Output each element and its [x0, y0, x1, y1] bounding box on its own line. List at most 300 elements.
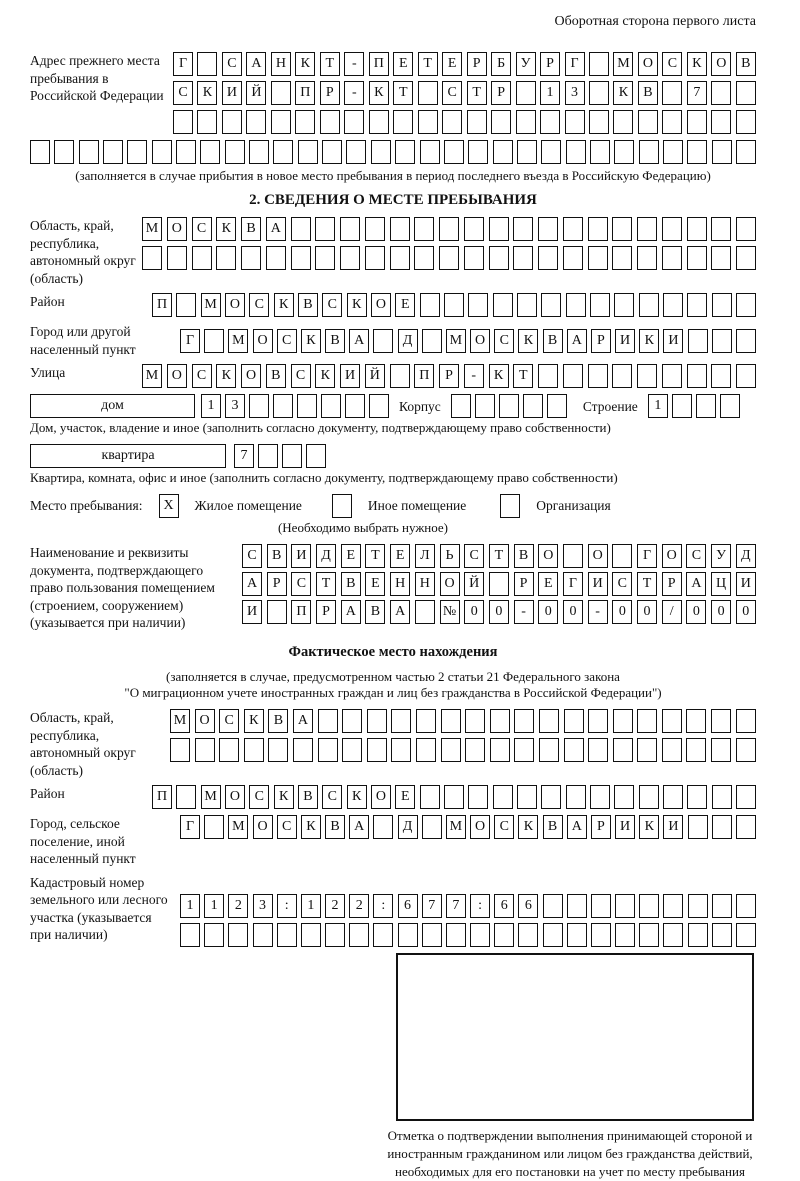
- char-cell[interactable]: [541, 293, 561, 317]
- char-cell[interactable]: [493, 140, 513, 164]
- char-cell[interactable]: [225, 140, 245, 164]
- char-cell[interactable]: И: [242, 600, 262, 624]
- char-cell[interactable]: П: [414, 364, 434, 388]
- char-cell[interactable]: [539, 738, 559, 762]
- char-cell[interactable]: В: [736, 52, 756, 76]
- char-cell[interactable]: Р: [491, 81, 511, 105]
- char-cell[interactable]: П: [291, 600, 311, 624]
- char-cell[interactable]: О: [253, 815, 273, 839]
- char-cell[interactable]: [517, 140, 537, 164]
- char-cell[interactable]: [686, 738, 706, 762]
- char-cell[interactable]: [736, 110, 756, 134]
- char-cell[interactable]: [390, 364, 410, 388]
- char-cell[interactable]: [566, 293, 586, 317]
- char-cell[interactable]: Р: [467, 52, 487, 76]
- char-cell[interactable]: [332, 494, 352, 518]
- char-cell[interactable]: С: [242, 544, 262, 568]
- char-cell[interactable]: -: [588, 600, 608, 624]
- char-cell[interactable]: Т: [320, 52, 340, 76]
- char-cell[interactable]: [588, 364, 608, 388]
- char-cell[interactable]: [295, 110, 315, 134]
- char-cell[interactable]: [612, 217, 632, 241]
- char-cell[interactable]: [468, 293, 488, 317]
- char-cell[interactable]: В: [325, 815, 345, 839]
- char-cell[interactable]: 1: [180, 894, 200, 918]
- char-cell[interactable]: [687, 246, 707, 270]
- char-cell[interactable]: Т: [467, 81, 487, 105]
- char-cell[interactable]: 0: [489, 600, 509, 624]
- char-cell[interactable]: [538, 217, 558, 241]
- char-cell[interactable]: [687, 364, 707, 388]
- char-cell[interactable]: [490, 738, 510, 762]
- char-cell[interactable]: [687, 110, 707, 134]
- char-cell[interactable]: [451, 394, 471, 418]
- char-cell[interactable]: -: [464, 364, 484, 388]
- char-cell[interactable]: [513, 246, 533, 270]
- char-cell[interactable]: П: [152, 785, 172, 809]
- char-cell[interactable]: А: [341, 600, 361, 624]
- char-cell[interactable]: [736, 329, 756, 353]
- char-cell[interactable]: [688, 815, 708, 839]
- char-cell[interactable]: [441, 738, 461, 762]
- char-cell[interactable]: [415, 600, 435, 624]
- char-cell[interactable]: [615, 894, 635, 918]
- char-cell[interactable]: К: [369, 81, 389, 105]
- char-cell[interactable]: :: [373, 894, 393, 918]
- char-cell[interactable]: №: [440, 600, 460, 624]
- char-cell[interactable]: [373, 329, 393, 353]
- char-cell[interactable]: С: [192, 217, 212, 241]
- char-cell[interactable]: 0: [711, 600, 731, 624]
- char-cell[interactable]: [711, 81, 731, 105]
- char-cell[interactable]: Й: [246, 81, 266, 105]
- char-cell[interactable]: Е: [395, 785, 415, 809]
- char-cell[interactable]: [258, 444, 278, 468]
- char-cell[interactable]: [489, 217, 509, 241]
- char-cell[interactable]: К: [295, 52, 315, 76]
- char-cell[interactable]: [439, 246, 459, 270]
- char-cell[interactable]: Н: [390, 572, 410, 596]
- char-cell[interactable]: [589, 110, 609, 134]
- char-cell[interactable]: К: [687, 52, 707, 76]
- char-cell[interactable]: [441, 709, 461, 733]
- char-cell[interactable]: Т: [365, 544, 385, 568]
- char-cell[interactable]: [567, 894, 587, 918]
- char-cell[interactable]: 7: [446, 894, 466, 918]
- char-cell[interactable]: А: [349, 329, 369, 353]
- char-cell[interactable]: К: [518, 329, 538, 353]
- char-cell[interactable]: [687, 785, 707, 809]
- char-cell[interactable]: [638, 110, 658, 134]
- char-cell[interactable]: [367, 738, 387, 762]
- char-cell[interactable]: А: [293, 709, 313, 733]
- char-cell[interactable]: Г: [173, 52, 193, 76]
- char-cell[interactable]: [540, 110, 560, 134]
- char-cell[interactable]: [588, 246, 608, 270]
- char-cell[interactable]: С: [494, 815, 514, 839]
- char-cell[interactable]: 1: [204, 894, 224, 918]
- char-cell[interactable]: [266, 246, 286, 270]
- char-cell[interactable]: [222, 110, 242, 134]
- char-cell[interactable]: [539, 709, 559, 733]
- char-cell[interactable]: [180, 923, 200, 947]
- char-cell[interactable]: [420, 140, 440, 164]
- char-cell[interactable]: [420, 293, 440, 317]
- char-cell[interactable]: О: [225, 293, 245, 317]
- char-cell[interactable]: [736, 81, 756, 105]
- char-cell[interactable]: [422, 815, 442, 839]
- char-cell[interactable]: [711, 709, 731, 733]
- char-cell[interactable]: С: [322, 785, 342, 809]
- char-cell[interactable]: [322, 140, 342, 164]
- char-cell[interactable]: [614, 140, 634, 164]
- char-cell[interactable]: Р: [591, 815, 611, 839]
- char-cell[interactable]: Р: [514, 572, 534, 596]
- char-cell[interactable]: К: [315, 364, 335, 388]
- char-cell[interactable]: :: [470, 894, 490, 918]
- char-cell[interactable]: [663, 785, 683, 809]
- char-cell[interactable]: И: [663, 329, 683, 353]
- char-cell[interactable]: [365, 217, 385, 241]
- char-cell[interactable]: С: [442, 81, 462, 105]
- char-cell[interactable]: [590, 140, 610, 164]
- char-cell[interactable]: В: [298, 293, 318, 317]
- char-cell[interactable]: [418, 81, 438, 105]
- char-cell[interactable]: [637, 246, 657, 270]
- char-cell[interactable]: 7: [422, 894, 442, 918]
- char-cell[interactable]: С: [192, 364, 212, 388]
- char-cell[interactable]: [711, 217, 731, 241]
- char-cell[interactable]: М: [228, 329, 248, 353]
- char-cell[interactable]: [241, 246, 261, 270]
- char-cell[interactable]: [563, 364, 583, 388]
- char-cell[interactable]: [591, 894, 611, 918]
- char-cell[interactable]: И: [663, 815, 683, 839]
- char-cell[interactable]: [267, 600, 287, 624]
- char-cell[interactable]: Е: [442, 52, 462, 76]
- char-cell[interactable]: С: [291, 364, 311, 388]
- char-cell[interactable]: А: [246, 52, 266, 76]
- char-cell[interactable]: [493, 785, 513, 809]
- char-cell[interactable]: [637, 709, 657, 733]
- char-cell[interactable]: 7: [687, 81, 707, 105]
- char-cell[interactable]: [342, 709, 362, 733]
- char-cell[interactable]: [422, 923, 442, 947]
- char-cell[interactable]: 0: [563, 600, 583, 624]
- char-cell[interactable]: [712, 894, 732, 918]
- char-cell[interactable]: 1: [301, 894, 321, 918]
- char-cell[interactable]: [639, 293, 659, 317]
- char-cell[interactable]: [391, 738, 411, 762]
- char-cell[interactable]: [538, 364, 558, 388]
- char-cell[interactable]: В: [638, 81, 658, 105]
- char-cell[interactable]: 3: [253, 894, 273, 918]
- char-cell[interactable]: [712, 923, 732, 947]
- char-cell[interactable]: -: [514, 600, 534, 624]
- char-cell[interactable]: [563, 544, 583, 568]
- char-cell[interactable]: А: [567, 815, 587, 839]
- char-cell[interactable]: [566, 140, 586, 164]
- char-cell[interactable]: [414, 246, 434, 270]
- char-cell[interactable]: О: [371, 785, 391, 809]
- char-cell[interactable]: [489, 246, 509, 270]
- char-cell[interactable]: [271, 110, 291, 134]
- char-cell[interactable]: [318, 709, 338, 733]
- char-cell[interactable]: [282, 444, 302, 468]
- char-cell[interactable]: В: [514, 544, 534, 568]
- char-cell[interactable]: М: [613, 52, 633, 76]
- char-cell[interactable]: Р: [320, 81, 340, 105]
- char-cell[interactable]: Р: [316, 600, 336, 624]
- char-cell[interactable]: [416, 709, 436, 733]
- char-cell[interactable]: [418, 110, 438, 134]
- char-cell[interactable]: С: [277, 329, 297, 353]
- char-cell[interactable]: С: [173, 81, 193, 105]
- char-cell[interactable]: Ь: [440, 544, 460, 568]
- char-cell[interactable]: [277, 923, 297, 947]
- char-cell[interactable]: -: [344, 52, 364, 76]
- char-cell[interactable]: 2: [349, 894, 369, 918]
- char-cell[interactable]: С: [249, 785, 269, 809]
- char-cell[interactable]: [613, 738, 633, 762]
- char-cell[interactable]: [444, 140, 464, 164]
- char-cell[interactable]: В: [298, 785, 318, 809]
- char-cell[interactable]: [612, 246, 632, 270]
- char-cell[interactable]: /: [662, 600, 682, 624]
- char-cell[interactable]: С: [277, 815, 297, 839]
- char-cell[interactable]: [468, 140, 488, 164]
- char-cell[interactable]: 6: [494, 894, 514, 918]
- char-cell[interactable]: Р: [540, 52, 560, 76]
- char-cell[interactable]: К: [639, 815, 659, 839]
- char-cell[interactable]: [538, 246, 558, 270]
- char-cell[interactable]: С: [464, 544, 484, 568]
- char-cell[interactable]: [541, 140, 561, 164]
- char-cell[interactable]: [464, 246, 484, 270]
- char-cell[interactable]: Д: [736, 544, 756, 568]
- char-cell[interactable]: Г: [180, 815, 200, 839]
- char-cell[interactable]: [687, 293, 707, 317]
- char-cell[interactable]: [490, 709, 510, 733]
- char-cell[interactable]: У: [711, 544, 731, 568]
- char-cell[interactable]: [567, 923, 587, 947]
- char-cell[interactable]: Н: [271, 52, 291, 76]
- char-cell[interactable]: [564, 738, 584, 762]
- char-cell[interactable]: [639, 894, 659, 918]
- char-cell[interactable]: В: [241, 217, 261, 241]
- char-cell[interactable]: Е: [341, 544, 361, 568]
- char-cell[interactable]: [662, 709, 682, 733]
- char-cell[interactable]: К: [274, 293, 294, 317]
- char-cell[interactable]: И: [340, 364, 360, 388]
- char-cell[interactable]: [637, 217, 657, 241]
- char-cell[interactable]: [491, 110, 511, 134]
- char-cell[interactable]: С: [219, 709, 239, 733]
- char-cell[interactable]: Е: [538, 572, 558, 596]
- char-cell[interactable]: [518, 923, 538, 947]
- char-cell[interactable]: 6: [398, 894, 418, 918]
- char-cell[interactable]: Г: [637, 544, 657, 568]
- char-cell[interactable]: [315, 217, 335, 241]
- char-cell[interactable]: [467, 110, 487, 134]
- char-cell[interactable]: [514, 738, 534, 762]
- char-cell[interactable]: О: [241, 364, 261, 388]
- char-cell[interactable]: М: [142, 364, 162, 388]
- char-cell[interactable]: [493, 293, 513, 317]
- char-cell[interactable]: В: [266, 364, 286, 388]
- char-cell[interactable]: [464, 217, 484, 241]
- char-cell[interactable]: [200, 140, 220, 164]
- char-cell[interactable]: [219, 738, 239, 762]
- char-cell[interactable]: Т: [393, 81, 413, 105]
- char-cell[interactable]: [499, 394, 519, 418]
- char-cell[interactable]: [672, 394, 692, 418]
- char-cell[interactable]: О: [638, 52, 658, 76]
- char-cell[interactable]: О: [371, 293, 391, 317]
- char-cell[interactable]: [176, 293, 196, 317]
- char-cell[interactable]: [228, 923, 248, 947]
- char-cell[interactable]: [293, 738, 313, 762]
- char-cell[interactable]: [470, 923, 490, 947]
- char-cell[interactable]: [127, 140, 147, 164]
- char-cell[interactable]: [614, 293, 634, 317]
- char-cell[interactable]: [736, 364, 756, 388]
- char-cell[interactable]: [687, 217, 707, 241]
- char-cell[interactable]: [736, 815, 756, 839]
- char-cell[interactable]: 0: [464, 600, 484, 624]
- char-cell[interactable]: С: [291, 572, 311, 596]
- char-cell[interactable]: К: [613, 81, 633, 105]
- char-cell[interactable]: Д: [398, 329, 418, 353]
- char-cell[interactable]: Н: [415, 572, 435, 596]
- char-cell[interactable]: М: [142, 217, 162, 241]
- char-cell[interactable]: [301, 923, 321, 947]
- char-cell[interactable]: [541, 785, 561, 809]
- char-cell[interactable]: [613, 709, 633, 733]
- char-cell[interactable]: [204, 923, 224, 947]
- char-cell[interactable]: [736, 217, 756, 241]
- char-cell[interactable]: [170, 738, 190, 762]
- char-cell[interactable]: [662, 81, 682, 105]
- char-cell[interactable]: [395, 140, 415, 164]
- char-cell[interactable]: [173, 110, 193, 134]
- char-cell[interactable]: С: [686, 544, 706, 568]
- char-cell[interactable]: [711, 738, 731, 762]
- char-cell[interactable]: А: [266, 217, 286, 241]
- char-cell[interactable]: Р: [439, 364, 459, 388]
- char-cell[interactable]: Т: [637, 572, 657, 596]
- char-cell[interactable]: В: [543, 329, 563, 353]
- char-cell[interactable]: [543, 923, 563, 947]
- char-cell[interactable]: [444, 785, 464, 809]
- char-cell[interactable]: М: [170, 709, 190, 733]
- char-cell[interactable]: О: [538, 544, 558, 568]
- char-cell[interactable]: К: [301, 815, 321, 839]
- char-cell[interactable]: М: [446, 329, 466, 353]
- char-cell[interactable]: [444, 293, 464, 317]
- char-cell[interactable]: [373, 815, 393, 839]
- char-cell[interactable]: [711, 110, 731, 134]
- char-cell[interactable]: [696, 394, 716, 418]
- char-cell[interactable]: [306, 444, 326, 468]
- char-cell[interactable]: [662, 217, 682, 241]
- char-cell[interactable]: [662, 738, 682, 762]
- char-cell[interactable]: М: [446, 815, 466, 839]
- char-cell[interactable]: [422, 329, 442, 353]
- char-cell[interactable]: А: [390, 600, 410, 624]
- char-cell[interactable]: [390, 246, 410, 270]
- char-cell[interactable]: К: [197, 81, 217, 105]
- char-cell[interactable]: [712, 785, 732, 809]
- char-cell[interactable]: [688, 894, 708, 918]
- char-cell[interactable]: Т: [316, 572, 336, 596]
- char-cell[interactable]: [736, 293, 756, 317]
- char-cell[interactable]: [197, 52, 217, 76]
- char-cell[interactable]: [416, 738, 436, 762]
- char-cell[interactable]: [340, 246, 360, 270]
- char-cell[interactable]: Г: [563, 572, 583, 596]
- char-cell[interactable]: [369, 394, 389, 418]
- char-cell[interactable]: :: [277, 894, 297, 918]
- char-cell[interactable]: С: [249, 293, 269, 317]
- char-cell[interactable]: [414, 217, 434, 241]
- char-cell[interactable]: [637, 364, 657, 388]
- char-cell[interactable]: [176, 140, 196, 164]
- char-cell[interactable]: [349, 923, 369, 947]
- char-cell[interactable]: [516, 81, 536, 105]
- char-cell[interactable]: [687, 140, 707, 164]
- char-cell[interactable]: С: [222, 52, 242, 76]
- char-cell[interactable]: [688, 923, 708, 947]
- char-cell[interactable]: [588, 217, 608, 241]
- char-cell[interactable]: [564, 709, 584, 733]
- char-cell[interactable]: [216, 246, 236, 270]
- char-cell[interactable]: [613, 110, 633, 134]
- char-cell[interactable]: И: [615, 815, 635, 839]
- char-cell[interactable]: -: [344, 81, 364, 105]
- char-cell[interactable]: С: [612, 572, 632, 596]
- char-cell[interactable]: [489, 572, 509, 596]
- char-cell[interactable]: [543, 894, 563, 918]
- char-cell[interactable]: Й: [464, 572, 484, 596]
- char-cell[interactable]: [197, 110, 217, 134]
- char-cell[interactable]: [298, 140, 318, 164]
- char-cell[interactable]: [393, 110, 413, 134]
- char-cell[interactable]: Т: [513, 364, 533, 388]
- char-cell[interactable]: Р: [591, 329, 611, 353]
- char-cell[interactable]: [513, 217, 533, 241]
- char-cell[interactable]: М: [201, 785, 221, 809]
- char-cell[interactable]: К: [518, 815, 538, 839]
- char-cell[interactable]: [591, 923, 611, 947]
- char-cell[interactable]: О: [711, 52, 731, 76]
- char-cell[interactable]: Ц: [711, 572, 731, 596]
- char-cell[interactable]: А: [567, 329, 587, 353]
- char-cell[interactable]: Л: [415, 544, 435, 568]
- char-cell[interactable]: [517, 785, 537, 809]
- char-cell[interactable]: [321, 394, 341, 418]
- char-cell[interactable]: О: [662, 544, 682, 568]
- char-cell[interactable]: [268, 738, 288, 762]
- char-cell[interactable]: С: [494, 329, 514, 353]
- char-cell[interactable]: [736, 246, 756, 270]
- char-cell[interactable]: В: [268, 709, 288, 733]
- char-cell[interactable]: [736, 140, 756, 164]
- char-cell[interactable]: [446, 923, 466, 947]
- char-cell[interactable]: [465, 738, 485, 762]
- char-cell[interactable]: 2: [228, 894, 248, 918]
- char-cell[interactable]: О: [195, 709, 215, 733]
